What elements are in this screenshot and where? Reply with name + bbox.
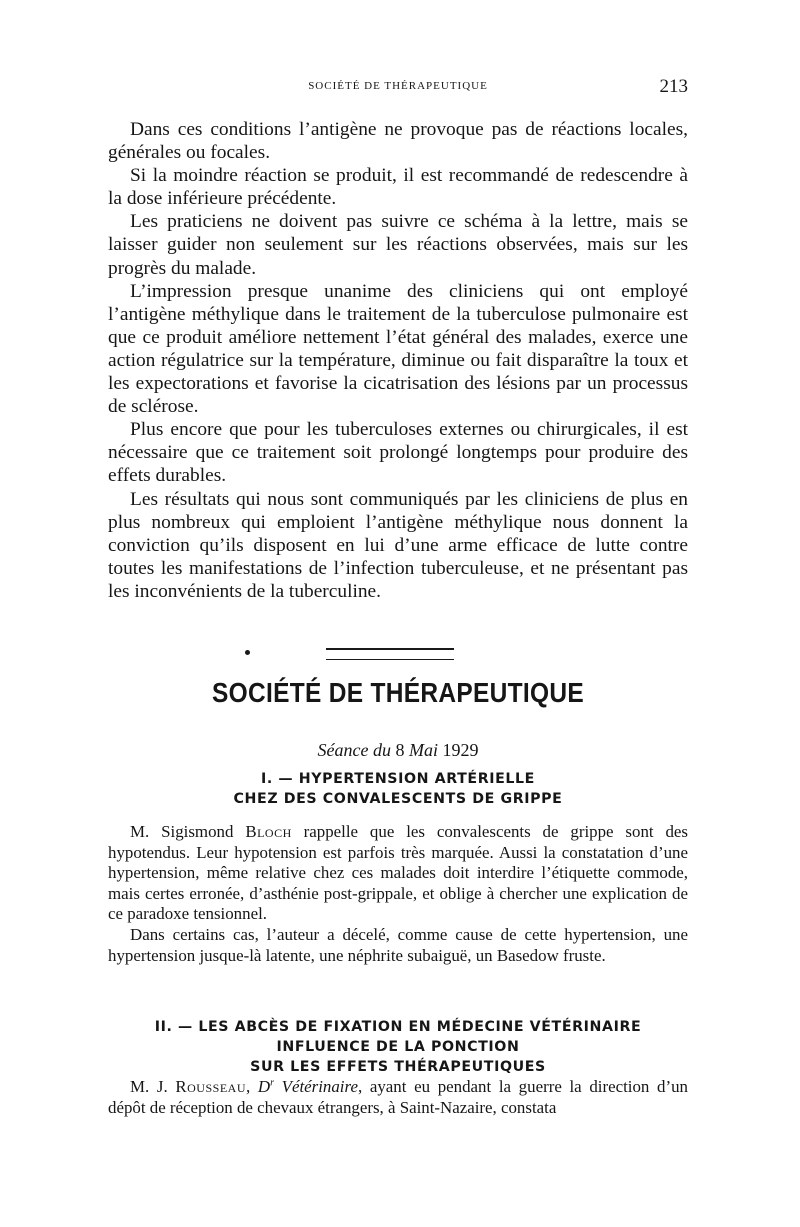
running-title: SOCIÉTÉ DE THÉRAPEUTIQUE [308,80,488,92]
session-date [108,740,688,761]
heading-line: INFLUENCE DE LA PONCTION [276,1039,520,1055]
section-1-paragraph [108,822,688,925]
p-intro: M. J. [130,1077,176,1096]
bullet-mark [245,650,250,655]
title-rest: Vétérinaire [273,1077,358,1096]
session-prefix: Séance du [317,740,391,760]
heading-line: II. — LES ABCÈS DE FIXATION EN MÉDECINE VÉTÉRINAIRE [154,1019,642,1035]
p-text: rappelle que les convalescents de grippe sont des hypotendus. Leur hypotension est parfois très marquée. Aussi la constatation d’une hypertension, même relative chez ces malades doit interdire l’étiquette commode, mais certes erronée, d’asthénie post-grippale, et oblige à chercher une explication de ce paradoxe tensionnel. [108,822,688,924]
heading-line: SUR LES EFFETS THÉRAPEUTIQUES [250,1059,546,1075]
session-year: 1929 [442,740,479,760]
page-number: 213 [659,76,688,97]
session-day: 8 [395,740,405,760]
society-title: SOCIÉTÉ DE THÉRAPEUTIQUE [211,678,585,709]
heading-line: CHEZ DES CONVALESCENTS DE GRIPPE [233,791,563,807]
double-rule [326,648,454,660]
article-body [108,118,688,603]
author-name: Rousseau [175,1077,246,1096]
p-intro: M. Sigismond [130,822,246,841]
body-paragraph: Les praticiens ne doivent pas suivre ce schéma à la lettre, mais se laisser guider non seulement sur les réactions observées, mais sur les progrès du malade. [108,211,688,279]
body-paragraph: Les résultats qui nous sont communiqués par les cliniciens de plus en plus nombreux qui emploient l’antigène méthylique nous donnent la conviction qu’ils disposent en lui d’une arme efficace de lutte contre toutes les manifestations de l’infection tuberculeuse, et ne présentant pas les inconvénients de la tuberculine. [108,488,688,602]
section-1-paragraph: Dans certains cas, l’auteur a décelé, comme cause de cette hypertension, une hypertension jusque-là latente, une néphrite subaiguë, un Basedow fruste. [108,924,688,965]
title-d: D [257,1077,271,1096]
p-text: , ayant eu pendant la guerre la direction d’un dépôt de réception de chevaux étrangers, à Saint-Nazaire, constata [108,1077,688,1117]
section-2-paragraph [108,1077,688,1118]
section-heading-2 [108,1017,688,1077]
heading-line: I. — HYPERTENSION ARTÉRIELLE [261,771,535,787]
author-name: Bloch [245,822,292,841]
body-paragraph: Dans ces conditions l’antigène ne provoque pas de réactions locales, générales ou focales. [108,119,688,164]
author-title [258,1077,358,1096]
section-divider [108,645,688,665]
body-paragraph: L’impression presque unanime des cliniciens qui ont employé l’antigène méthylique dans le traitement de la tuberculose pulmonaire est que ce produit améliore nettement l’état général des malades, exerce une action régulatrice sur la température, diminue ou fait disparaître la toux et les expectorations et favorise la cicatrisation des lésions par un processus de sclérose. [108,280,688,418]
body-paragraph: Plus encore que pour les tuberculoses externes ou chirurgicales, il est nécessaire que ce traitement soit prolongé longtemps pour produire des effets durables. [108,419,688,487]
session-month: Mai [408,740,438,760]
body-paragraph: Si la moindre réaction se produit, il est recommandé de redescendre à la dose inférieure précédente. [108,165,688,210]
p-sep: , [245,1077,258,1096]
section-2-text [108,1077,688,1118]
title-sup: r [270,1077,274,1089]
section-heading-1 [108,769,688,809]
section-1-text [108,822,688,966]
running-header [108,76,688,100]
